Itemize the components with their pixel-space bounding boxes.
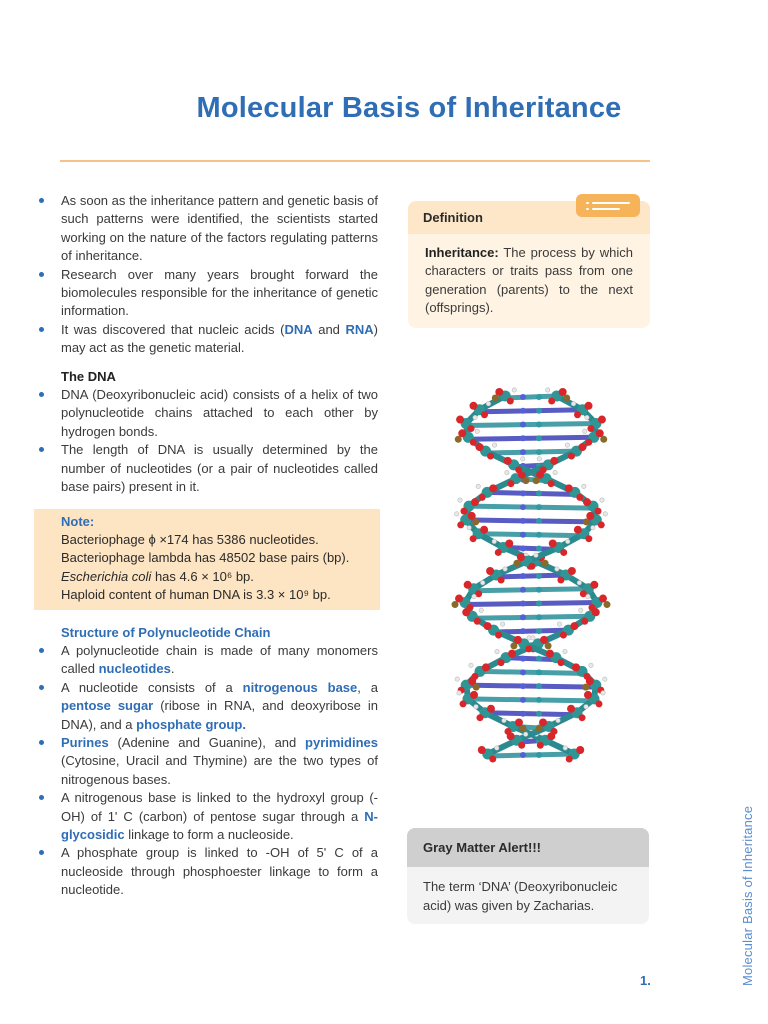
definition-term: Inheritance: [425, 245, 499, 260]
text: A nucleotide consists of a [61, 679, 243, 695]
dna-list [38, 386, 378, 496]
text: and [312, 321, 346, 337]
list-item [38, 679, 378, 734]
keyword-rna: RNA [345, 321, 374, 337]
keyword-dna: DNA [284, 321, 313, 337]
list-item [38, 734, 378, 789]
note-box [34, 509, 380, 610]
side-chapter-label: Molecular Basis of Inheritance [740, 805, 755, 986]
keyword: N-glycosidic [61, 808, 378, 842]
keyword: pyrimidines [305, 734, 378, 750]
text: A polynucleotide chain is made of many monomers called [61, 642, 378, 677]
list-item [38, 321, 378, 358]
species-name: Escherichia coli [61, 568, 152, 584]
keyword: phosphate group. [136, 716, 246, 732]
definition-heading: Definition [408, 201, 650, 234]
keyword: pentose sugar [61, 698, 154, 714]
gray-matter-body: The term ‘DNA’ (Deoxyribonucleic acid) was given by Zacharias. [423, 879, 618, 913]
definition-text: The process by which characters or traits pass from one generation (parents) to the next (offsprings). [425, 245, 633, 316]
keyword: Purines [61, 734, 109, 750]
keyword: nitrogenous base [242, 679, 358, 695]
gray-matter-card [407, 828, 649, 924]
note-line [61, 568, 380, 586]
text: . [170, 661, 175, 677]
list-item [38, 789, 378, 844]
text: (Adenine and Guanine), and [108, 734, 306, 750]
text: A nitrogenous base is linked to the hydroxyl group (-OH) of 1' C (carbon) of pentose sugar through a [61, 790, 378, 824]
section-heading-dna: The DNA [61, 368, 116, 384]
text: has 4.6 × 10⁶ bp. [151, 568, 254, 584]
list-item: Research over many years brought forward the biomolecules responsible for the inheritance of genetic information. [38, 266, 378, 321]
text: It was discovered that nucleic acids ( [61, 321, 285, 337]
intro-list [38, 192, 378, 358]
text: (Cytosine, Uracil and Thymine) are the two types of nitrogenous bases. [61, 753, 378, 787]
gray-matter-heading: Gray Matter Alert!!! [407, 828, 649, 867]
definition-card [408, 201, 650, 328]
keyword: nucleotides [98, 661, 171, 677]
text: linkage to form a nucleoside. [124, 827, 294, 842]
page-number: 1. [640, 973, 651, 988]
main-column [38, 192, 378, 900]
list-item: A phosphate group is linked to -OH of 5' C of a nucleoside through phosphoester linkage to form a nucleotide. [38, 844, 378, 899]
structure-list [38, 642, 378, 900]
list-item: The length of DNA is usually determined by the number of nucleotides (or a pair of nucleotides called base pairs) present in it. [38, 441, 378, 496]
title-divider [60, 160, 650, 162]
note-line: Bacteriophage ϕ ×174 has 5386 nucleotides. [61, 531, 319, 547]
page-title: Molecular Basis of Inheritance [196, 92, 622, 124]
note-line: Bacteriophage lambda has 48502 base pairs (bp). [61, 550, 350, 566]
section-heading-structure: Structure of Polynucleotide Chain [61, 624, 271, 640]
text: ) may act as the genetic material. [61, 321, 378, 356]
text: (ribose in RNA, and deoxyribose in DNA), and a [61, 698, 378, 732]
list-item: As soon as the inheritance pattern and genetic basis of such patterns were identified, the scientists started working on the nature of the factors regulating patterns of inheritance. [38, 192, 378, 266]
dna-helix-image [436, 382, 626, 768]
text: , a [357, 679, 378, 695]
list-item [38, 642, 378, 679]
note-label: Note: [61, 513, 95, 529]
list-item: DNA (Deoxyribonucleic acid) consists of a helix of two polynucleotide chains attached to each other by hydrogen bonds. [38, 386, 378, 441]
definition-body [408, 234, 650, 318]
definition-tag-icon [576, 194, 640, 217]
note-line: Haploid content of human DNA is 3.3 × 10⁹ bp. [61, 587, 331, 603]
